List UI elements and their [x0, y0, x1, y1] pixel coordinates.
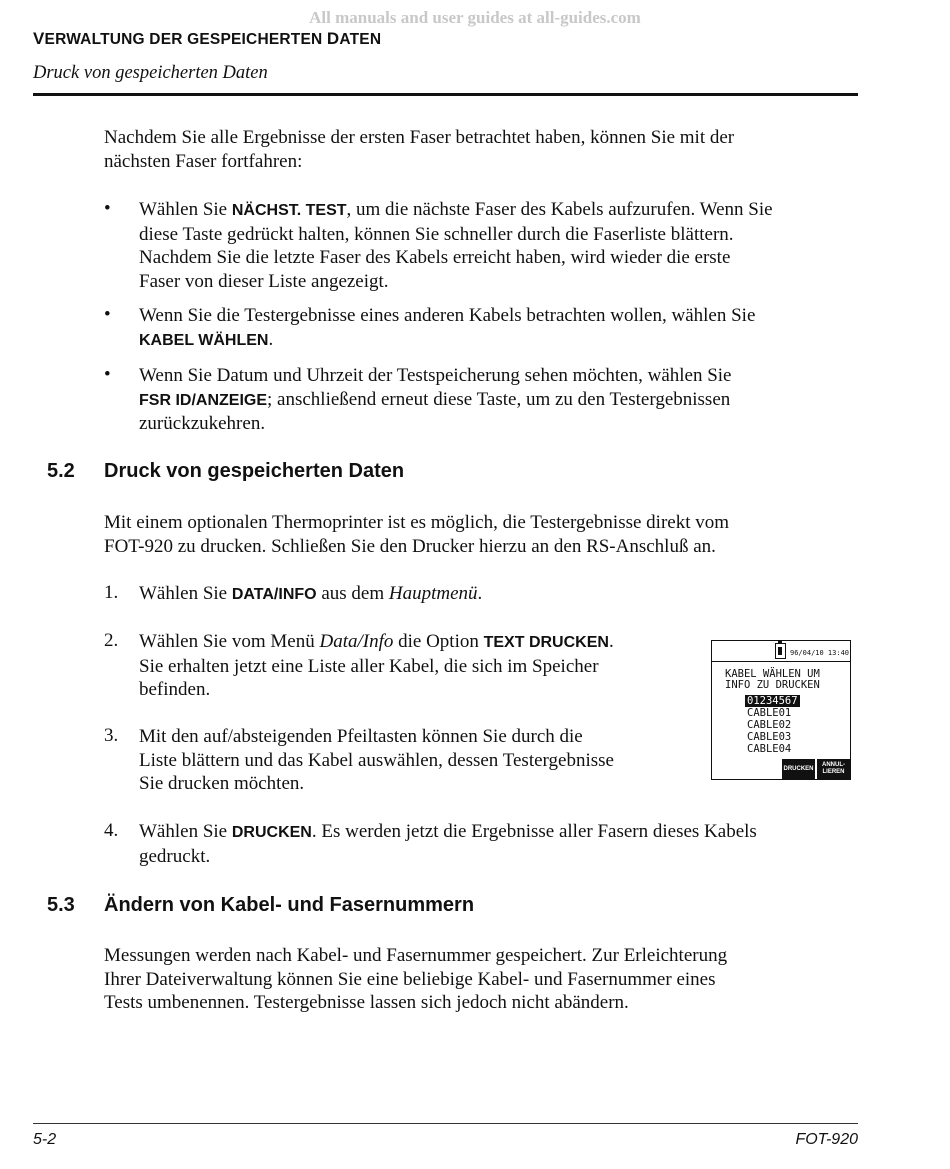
- screen-datetime: 96/04/10 13:40: [790, 649, 850, 657]
- running-header-subtitle: Druck von gespeicherten Daten: [33, 63, 268, 83]
- section-5-2-paragraph: Mit einem optionalen Thermoprinter ist es möglich, die Testergebnisse direkt vom FOT-920 zu drucken. Schließen Sie den Drucker hierzu an den RS-Anschluß an.: [104, 512, 730, 557]
- cable-list: [745, 695, 800, 755]
- section-heading-5-3: 5.3 Ändern von Kabel- und Fasernummern: [47, 894, 475, 916]
- running-header-section: VERWALTUNG DER GESPEICHERTEN DATEN: [33, 29, 382, 48]
- section-heading-5-2: 5.2 Druck von gespeicherten Daten: [47, 460, 405, 482]
- step-number: 4.: [104, 820, 119, 841]
- bullet-marker: •: [104, 198, 111, 219]
- header-rule: [33, 93, 858, 96]
- product-name: FOT-920: [795, 1131, 858, 1148]
- bullet-item: Wählen Sie NÄCHST. TEST, um die nächste Faser des Kabels aufzurufen. Wenn Sie diese Taste gedrückt halten, können Sie schneller durch die Faserliste blättern. Nachdem Sie die letzte Faser des Kabels erreicht haben, wird wieder die erste Faser von dieser Liste angezeigt.: [139, 199, 773, 292]
- cable-list-item: CABLE01: [747, 707, 792, 719]
- screen-status-bar: [712, 641, 850, 662]
- step-number: 2.: [104, 630, 119, 651]
- section-5-3-paragraph: Messungen werden nach Kabel- und Fasernummer gespeichert. Zur Erleichterung Ihrer Dateiverwaltung können Sie eine beliebige Kabel- und Fasernummer eines Tests umbenennen. Testergebnisse lassen sich jedoch nicht abändern.: [104, 945, 728, 1013]
- softkey-cancel: ANNUL- LIEREN: [817, 759, 850, 779]
- battery-icon: [775, 643, 786, 659]
- cable-list-item: CABLE03: [747, 731, 792, 743]
- bullet-item: Wenn Sie die Testergebnisse eines anderen Kabels betrachten wollen, wählen Sie KABEL WÄHLEN.: [139, 305, 756, 350]
- device-screen-illustration: [711, 640, 851, 780]
- step-item: Mit den auf/absteigenden Pfeiltasten können Sie durch die Liste blättern und das Kabel auswählen, dessen Testergebnisse Sie drucken möchten.: [139, 726, 614, 794]
- cable-list-item: CABLE04: [747, 743, 792, 755]
- bullet-marker: •: [104, 364, 111, 385]
- intro-paragraph: Nachdem Sie alle Ergebnisse der ersten Faser betrachtet haben, können Sie mit der nächsten Faser fortfahren:: [104, 127, 735, 172]
- watermark: All manuals and user guides at all-guides.com: [309, 8, 641, 27]
- step-item: Wählen Sie DATA/INFO aus dem Hauptmenü.: [139, 583, 483, 604]
- cable-list-item-selected: 01234567: [747, 695, 798, 707]
- softkey-print: DRUCKEN: [782, 759, 815, 779]
- step-item: Wählen Sie DRUCKEN. Es werden jetzt die Ergebnisse aller Fasern dieses Kabels gedruckt.: [139, 821, 757, 867]
- step-item: Wählen Sie vom Menü Data/Info die Option TEXT DRUCKEN. Sie erhalten jetzt eine Liste aller Kabel, die sich im Speicher befinden.: [139, 631, 614, 700]
- bullet-item: Wenn Sie Datum und Uhrzeit der Testspeicherung sehen möchten, wählen Sie FSR ID/ANZEIGE; anschließend erneut diese Taste, um zu den Testergebnissen zurückzukehren.: [139, 365, 732, 434]
- footer-rule: [33, 1123, 858, 1124]
- bullet-marker: •: [104, 304, 111, 325]
- screen-prompt: KABEL WÄHLEN UM INFO ZU DRUCKEN: [725, 668, 820, 691]
- step-number: 3.: [104, 725, 119, 746]
- page-number: 5-2: [33, 1131, 57, 1148]
- step-number: 1.: [104, 582, 119, 603]
- cable-list-item: CABLE02: [747, 719, 792, 731]
